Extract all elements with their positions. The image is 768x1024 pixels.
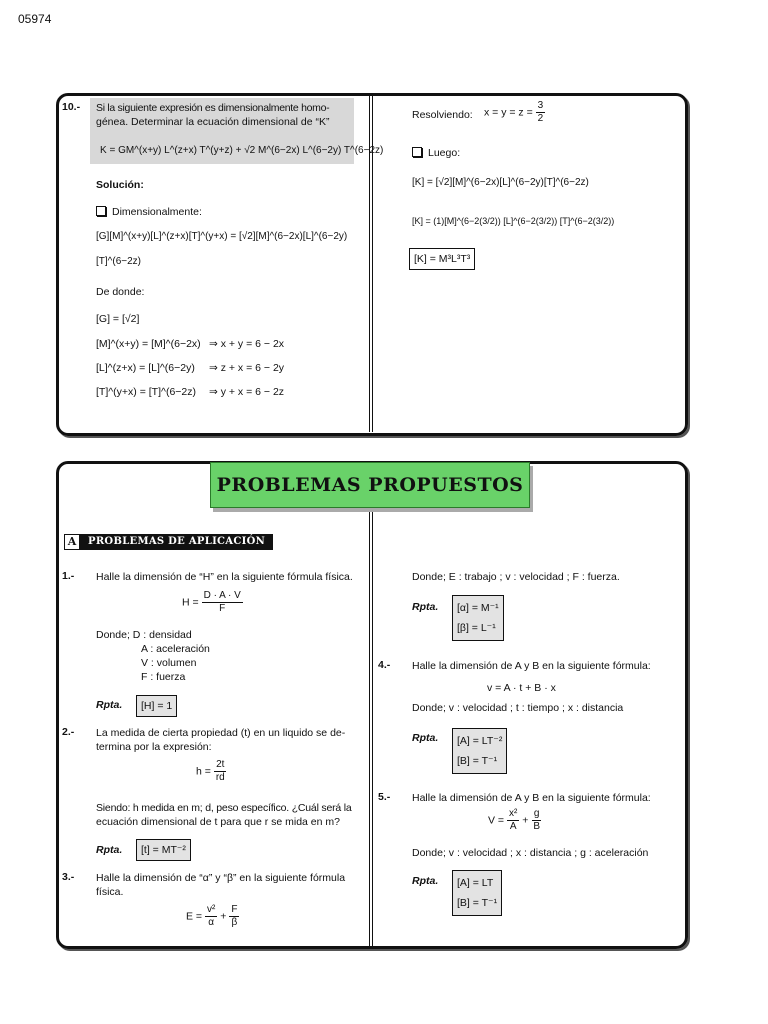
k-equation: [K] = [√2][M]^(6−2x)[L]^(6−2y)[T]^(6−2z) [412,177,589,188]
fraction [202,590,243,615]
numerator: 3 [537,100,544,111]
equation-lhs: h = [196,765,211,778]
answer-line: [A] = LT⁻² [457,735,503,747]
problem-text: Halle la dimensión de A y B en la siguiente fórmula: [412,792,651,804]
equation-lhs: x = y = z = [484,106,533,119]
problem-number: 3.- [62,871,75,883]
eq-l: [L]^(z+x) = [L]^(6−2y) [96,362,195,374]
denominator: rd [215,772,225,783]
k-equation: [K] = (1)[M]^(6−2(3/2)) [L]^(6−2(3/2)) [T]^(6−2(3/2)) [412,216,615,226]
answer-box [452,870,502,916]
variable-definition: F : fuerza [141,671,186,683]
denominator: 2 [537,113,544,124]
numerator: v² [206,904,216,915]
de-donde: De donde: [96,286,145,298]
problem-formula [488,808,542,833]
variable-definition: V : volumen [141,657,197,669]
problem-text: Halle la dimensión de “H” en la siguiente fórmula física. [96,571,353,583]
problem-formula [182,590,243,615]
step-label: Dimensionalmente: [112,206,202,218]
answer-line: [α] = M⁻¹ [457,602,499,614]
checkbox-icon [96,206,106,216]
problem-number: 10.- [62,101,81,113]
problem-text: Halle la dimensión de “α” y “β” en la siguiente fórmula [96,872,346,884]
numerator: x² [508,808,518,819]
eq-g: [G] = [√2] [96,313,140,325]
variable-definition: Donde; D : densidad [96,629,192,641]
fraction [507,808,519,833]
answer-line: [A] = LT [457,877,494,889]
answer-box [452,728,507,774]
problem-number: 2.- [62,726,75,738]
solution-heading: Solución: [96,179,144,191]
resolviendo: Resolviendo: [412,109,473,121]
eq-m-result: ⇒ x + y = 6 − 2x [209,338,285,350]
answer-box: [t] = MT⁻² [136,839,191,861]
subsection-letter: A [64,534,80,550]
page-id: 05974 [18,12,52,26]
variable-definition: Donde; v : velocidad ; t : tiempo ; x : distancia [412,702,624,714]
problem-formula: v = A · t + B · x [487,682,556,694]
banner-title: PROBLEMAS PROPUESTOS [216,474,524,496]
problem-number: 1.- [62,570,75,582]
step-luego [412,146,460,160]
denominator: β [231,917,238,928]
dim-equation: [G][M]^(x+y)[L]^(z+x)[T]^(y+x) = [√2][M]^(6−2x)[L]^(6−2y) [96,231,348,242]
answer-line: [β] = L⁻¹ [457,622,496,634]
denominator: F [219,603,226,614]
resolviendo-equation [484,100,545,125]
answer-box [452,595,504,641]
equation-lhs: H = [182,596,199,609]
variable-definition: A : aceleración [141,643,210,655]
step-dimensionalmente [96,205,202,219]
problem-number: 5.- [378,791,391,803]
answer-label: Rpta. [412,601,439,613]
eq-l-result: ⇒ z + x = 6 − 2y [209,362,285,374]
fraction [531,808,542,833]
problem-text: La medida de cierta propiedad (t) en un liquido se de- [96,727,346,739]
problem-formula [186,904,239,929]
problem-text: génea. Determinar la ecuación dimensional de “K” [96,116,330,128]
plus-sign: + [522,814,529,827]
problem-text: Si la siguiente expresión es dimensionalmente homo- [96,102,330,114]
numerator: D · A · V [203,590,241,601]
denominator: A [509,821,517,832]
answer-label: Rpta. [412,732,439,744]
column-divider [369,510,373,946]
answer-line: [B] = T⁻¹ [457,755,498,767]
numerator: F [231,904,238,915]
fraction [536,100,546,125]
eq-t-result: ⇒ y + x = 6 − 2z [209,386,285,398]
problem-formula: K = GM^(x+y) L^(z+x) T^(y+z) + √2 M^(6−2x) L^(6−2y) T^(6−2z) [100,145,384,156]
fraction [229,904,239,929]
problem-text: termina por la expresión: [96,741,212,753]
equation-lhs: E = [186,910,203,923]
variable-definition: Donde; E : trabajo ; v : velocidad ; F : fuerza. [412,571,620,583]
denominator: B [533,821,540,832]
problem-number: 4.- [378,659,391,671]
dim-equation: [T]^(6−2z) [96,256,141,267]
answer-line: [B] = T⁻¹ [457,897,498,909]
answer-label: Rpta. [96,699,123,711]
variable-definition: Donde; v : velocidad ; x : distancia ; g : aceleración [412,847,649,859]
answer-label: Rpta. [96,844,123,856]
answer-label: Rpta. [412,875,439,887]
section-banner [210,462,530,508]
eq-t: [T]^(y+x) = [T]^(6−2z) [96,386,196,398]
k-result-box: [K] = M³L³T³ [409,248,475,270]
subsection-header [64,534,273,550]
answer-box: [H] = 1 [136,695,177,717]
problem-text: física. [96,886,124,898]
denominator: α [208,917,215,928]
numerator: g [533,808,540,819]
equation-lhs: V = [488,814,505,827]
problem-text: Halle la dimensión de A y B en la siguiente fórmula: [412,660,651,672]
problem-text: ecuación dimensional de t para que r se mida en m? [96,816,340,828]
problem-text: Siendo: h medida en m; d, peso específico. ¿Cuál será la [96,802,352,814]
numerator: 2t [216,759,225,770]
checkbox-icon [412,147,422,157]
fraction [214,759,227,784]
fraction [205,904,217,929]
eq-m: [M]^(x+y) = [M]^(6−2x) [96,338,201,350]
step-label: Luego: [428,147,461,159]
plus-sign: + [220,910,227,923]
subsection-label: PROBLEMAS DE APLICACIÓN [80,534,273,550]
problem-formula [196,759,227,784]
